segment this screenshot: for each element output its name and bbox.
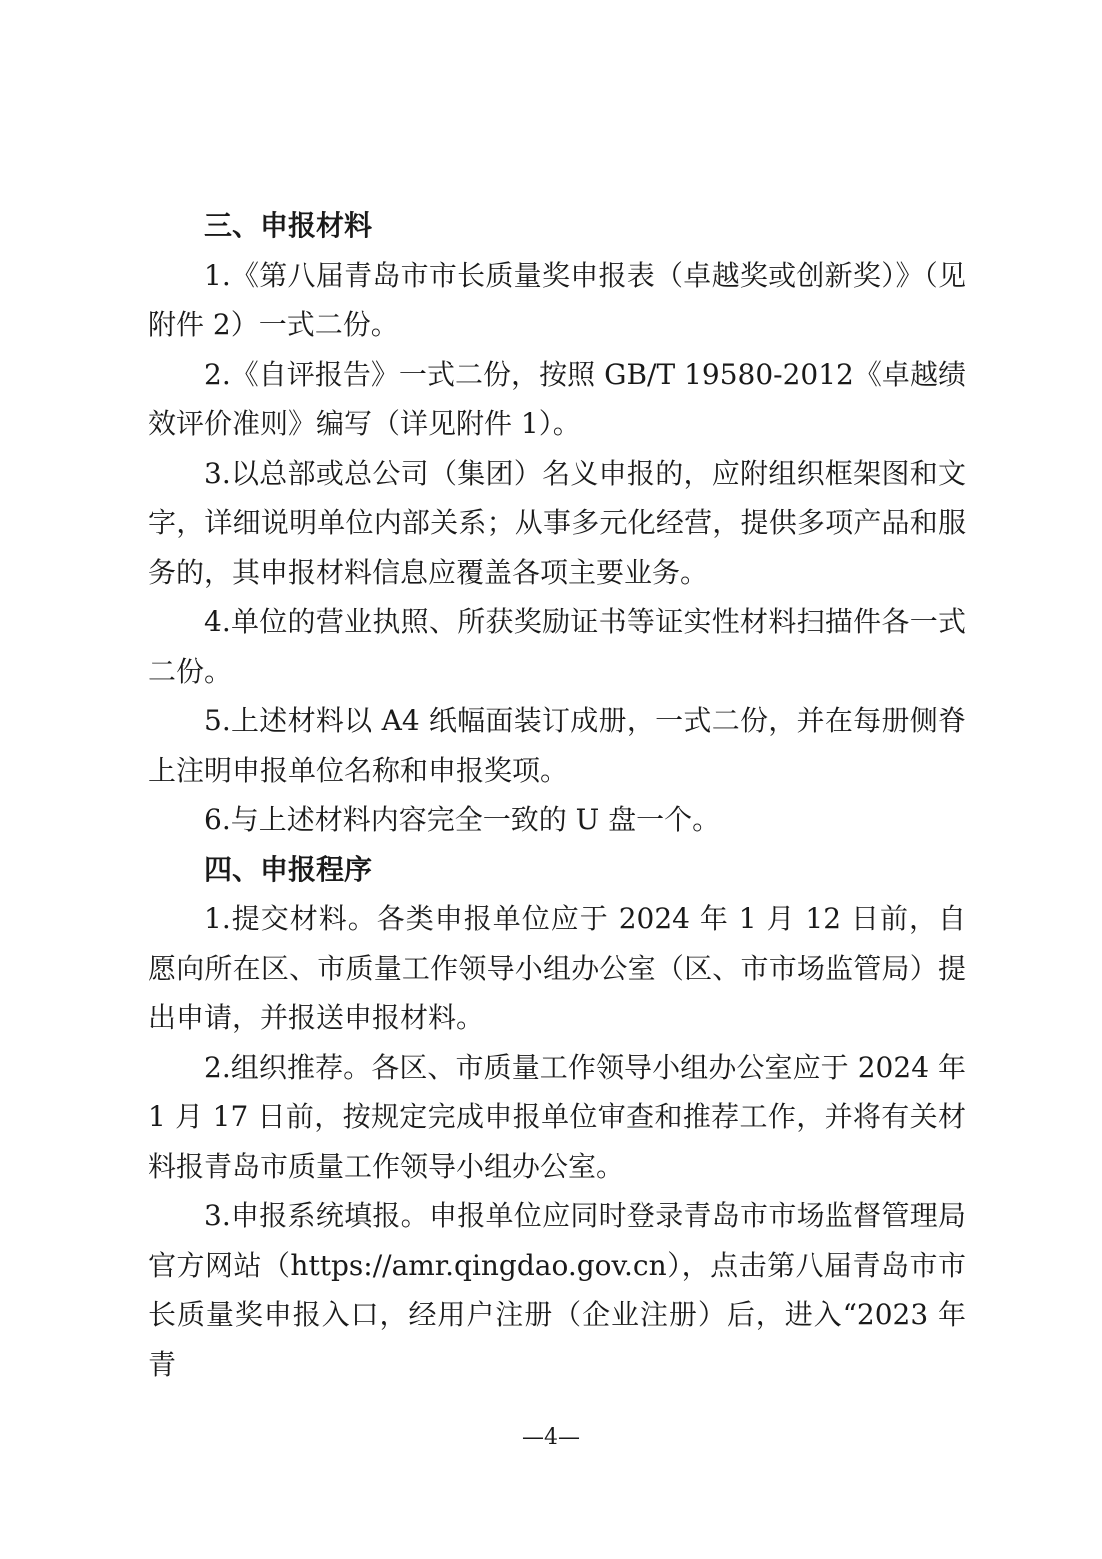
list-item: 1.《第八届青岛市市长质量奖申报表（卓越奖或创新奖）》（见附件 2）一式二份。 xyxy=(148,258,966,341)
list-item: 3.以总部或总公司（集团）名义申报的，应附组织框架图和文字，详细说明单位内部关系；从事多元化经营，提供多项产品和服务的，其申报材料信息应覆盖各项主要业务。 xyxy=(148,456,966,589)
list-item: 4.单位的营业执照、所获奖励证书等证实性材料扫描件各一式二份。 xyxy=(148,605,966,688)
list-item: 3.申报系统填报。申报单位应同时登录青岛市市场监督管理局官方网站（https://amr.qingdao.gov.cn），点击第八届青岛市市长质量奖申报入口，经用户注册（企业注册）后，进入“2023 年青 xyxy=(148,1199,966,1381)
section-heading-application-procedure: 四、申报程序 xyxy=(204,852,373,886)
page-number: —4— xyxy=(522,1425,580,1450)
list-item: 2.组织推荐。各区、市质量工作领导小组办公室应于 2024 年 1 月 17 日前，按规定完成申报单位审查和推荐工作，并将有关材料报青岛市质量工作领导小组办公室。 xyxy=(148,1050,966,1183)
document-body xyxy=(148,201,966,1389)
section-heading-application-materials: 三、申报材料 xyxy=(204,209,373,242)
list-item: 1.提交材料。各类申报单位应于 2024 年 1 月 12 日前，自愿向所在区、市质量工作领导小组办公室（区、市市场监管局）提出申请，并报送申报材料。 xyxy=(148,902,966,1034)
list-item: 2.《自评报告》一式二份，按照 GB/T 19580-2012《卓越绩效评价准则》编写（详见附件 1）。 xyxy=(148,357,966,440)
list-item: 5.上述材料以 A4 纸幅面装订成册，一式二份，并在每册侧脊上注明申报单位名称和申报奖项。 xyxy=(148,704,966,787)
list-item: 6.与上述材料内容完全一致的 U 盘一个。 xyxy=(204,803,721,836)
